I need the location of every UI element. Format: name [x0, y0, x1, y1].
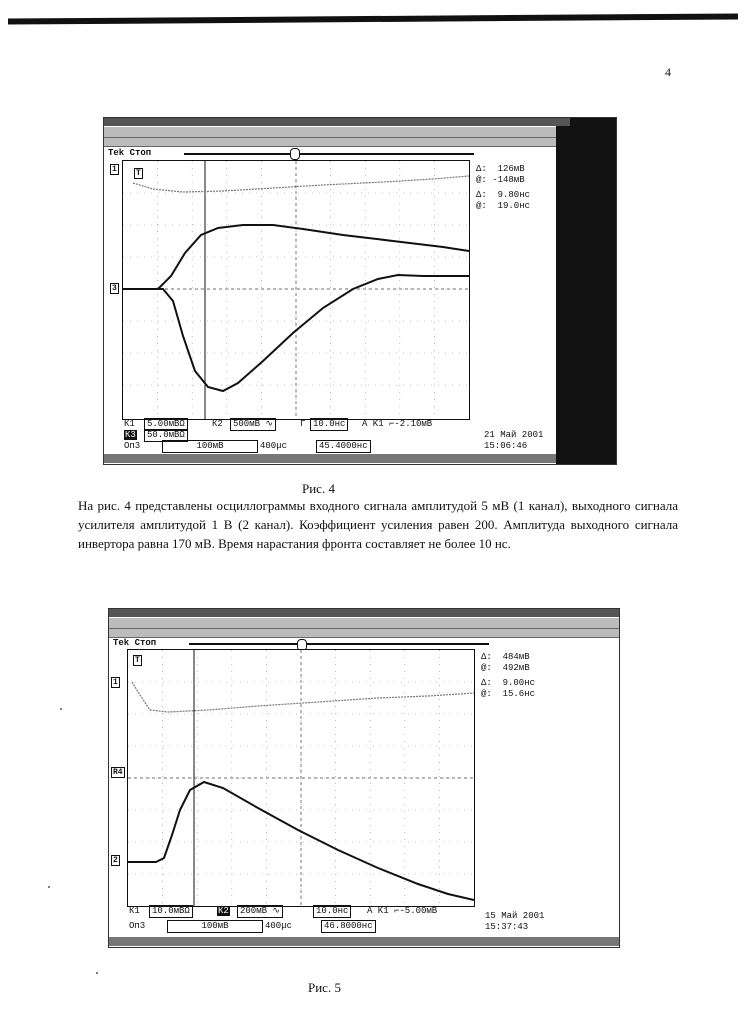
channel-2-marker: 2: [113, 856, 118, 865]
date-stamp: 21 Май 2001: [484, 430, 544, 440]
toolbar: [104, 127, 556, 138]
math-time: 400μс: [265, 921, 293, 931]
timebase-scale: 10.0нс: [313, 905, 351, 918]
waveform-grid: [127, 649, 475, 907]
channel-3-label: К3: [125, 430, 136, 440]
scope-status-header: Tek Стоп: [108, 148, 152, 158]
black-side-panel: [556, 118, 616, 464]
math-scale: 100мВ: [162, 440, 258, 453]
measurement-at-t: @: 19.0нс: [476, 201, 531, 211]
channel-1-marker: 1: [113, 678, 118, 687]
waveform-svg: [128, 650, 474, 906]
math-time: 400μс: [260, 441, 288, 451]
body-paragraph: На рис. 4 представлены осциллограммы входного сигнала амплитудой 5 мВ (1 канал), выходного сигнала усилителя амплитудой 1 В (2 канал). Коэффициент усиления равен 200. Амплитуда выходного сигнала инвертора равна 170 мВ. Время нарастания фронта составляет не более 10 нс.: [78, 498, 678, 551]
reference-4-marker: R4: [113, 768, 123, 777]
channel-2-label: К2: [212, 419, 223, 429]
scan-speck: [48, 886, 50, 888]
toolbar: [109, 629, 619, 638]
channel-1-marker: 1: [112, 165, 117, 174]
channel-1-label: К1: [124, 419, 135, 429]
waveform-grid: [122, 160, 470, 420]
channel-2-label: К2: [218, 906, 229, 916]
trigger-setting: A K1 ⌐-2.10мВ: [362, 419, 433, 429]
channel-3-marker: 3: [112, 284, 117, 293]
delay-value: 45.4000нс: [316, 440, 371, 453]
timebase-scale: 10.0нс: [310, 418, 348, 431]
trigger-position-bar: [184, 153, 474, 155]
math-label: Оп3: [129, 921, 146, 931]
top-border-line: [8, 13, 738, 24]
measurement-delta-t: Δ: 9.00нс: [481, 678, 536, 688]
trigger-t-marker: T: [135, 656, 140, 665]
trace-channel-1: [132, 682, 474, 712]
math-label: Оп3: [124, 441, 141, 451]
math-scale: 100мВ: [167, 920, 263, 933]
measurement-at-v: @: -148мВ: [476, 175, 525, 185]
channel-1-label: К1: [129, 906, 140, 916]
trigger-t-marker: T: [136, 169, 141, 178]
delay-value: 46.8000нс: [321, 920, 376, 933]
figure-4-caption: Рис. 4: [302, 481, 335, 496]
trigger-position-bar: [189, 643, 489, 645]
oscilloscope-screenshot-fig5: [108, 608, 620, 948]
measurement-at-v: @: 492мВ: [481, 663, 530, 673]
window-title-bar: [104, 118, 570, 126]
time-stamp: 15:06:46: [484, 441, 528, 451]
trace-channel-2: [128, 782, 474, 900]
scan-speck: [60, 708, 62, 710]
channel-2-scale: 500мВ ∿: [230, 418, 276, 431]
page-number: 4: [665, 65, 671, 79]
measurement-at-t: @: 15.6нс: [481, 689, 536, 699]
taskbar: [104, 454, 556, 463]
date-stamp: 15 Май 2001: [485, 911, 545, 921]
channel-2-scale: 200мВ ∿: [237, 905, 283, 918]
channel-1-scale: 10.0мВΩ: [149, 905, 193, 918]
timebase-label: Г: [300, 419, 306, 429]
measurement-delta-v: Δ: 484мВ: [481, 652, 530, 662]
trace-channel-1: [133, 176, 469, 192]
figure-5-caption: Рис. 5: [308, 980, 341, 995]
oscilloscope-screenshot-fig4: [103, 117, 617, 465]
measurement-delta-t: Δ: 9.80нс: [476, 190, 531, 200]
toolbar: [109, 618, 619, 629]
channel-1-scale: 5.00мВΩ: [144, 418, 188, 431]
scope-status-header: Tek Стоп: [113, 638, 157, 648]
channel-3-scale: 50.0мВΩ: [144, 429, 188, 442]
window-title-bar: [109, 609, 619, 617]
trigger-marker-icon: [290, 148, 300, 160]
scan-speck: [96, 972, 98, 974]
waveform-svg: [123, 161, 469, 419]
measurement-delta-v: Δ: 126мВ: [476, 164, 525, 174]
taskbar: [109, 937, 619, 946]
trigger-setting: A K1 ⌐-5.00мВ: [367, 906, 438, 916]
toolbar: [104, 138, 556, 147]
time-stamp: 15:37:43: [485, 922, 529, 932]
